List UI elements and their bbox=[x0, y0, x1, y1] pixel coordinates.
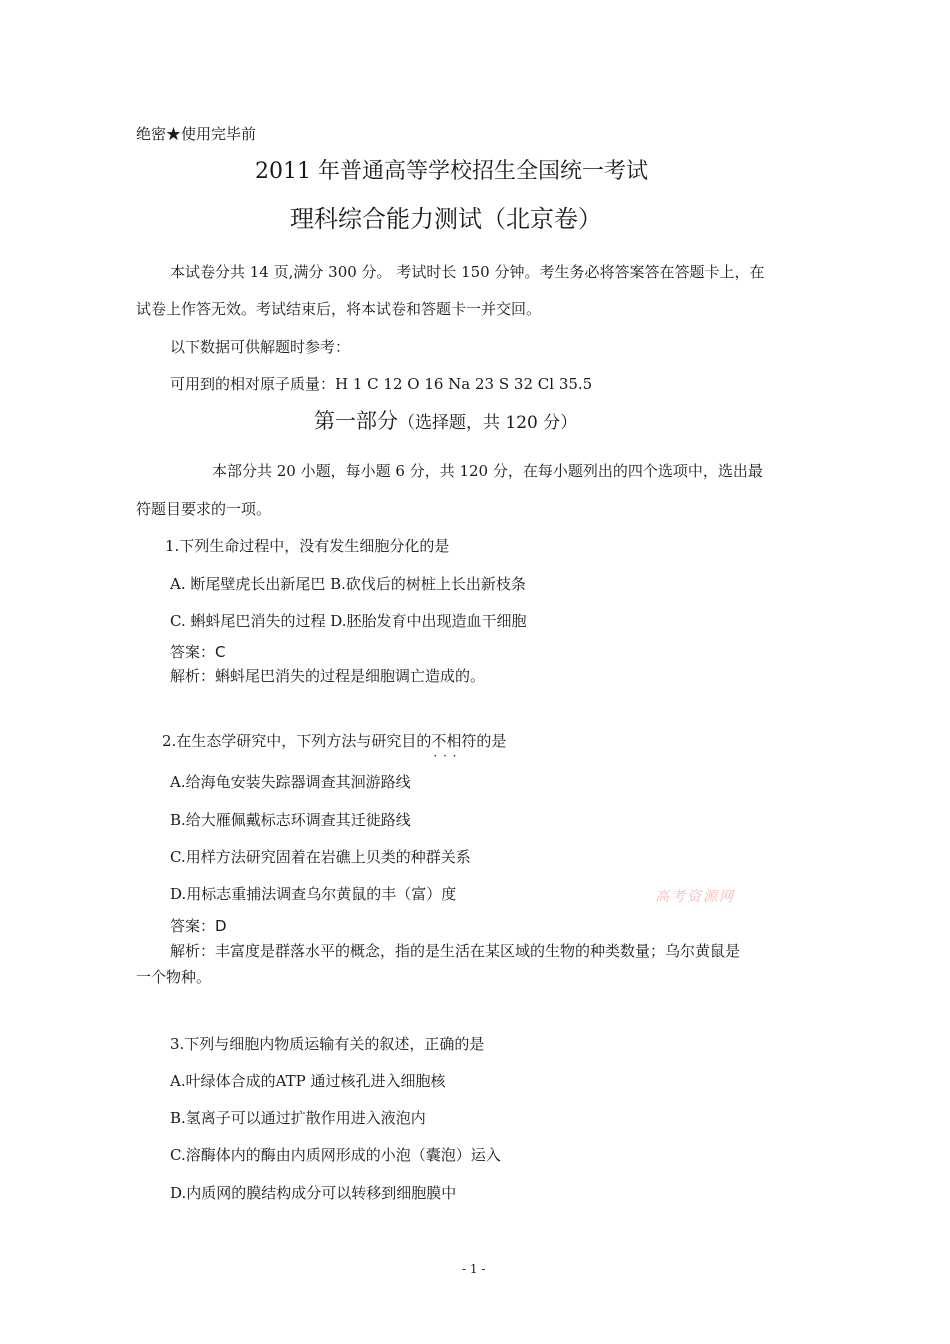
q2-stem-emphasis: 不相符 · · · bbox=[431, 732, 476, 750]
section-title-note: （选择题，共 120 分） bbox=[398, 413, 578, 433]
q3-option-a: A.叶绿体合成的ATP 通过核孔进入细胞核 bbox=[170, 1072, 446, 1090]
q2-analysis-line-1: 解析：丰富度是群落水平的概念，指的是生活在某区域的生物的种类数量；乌尔黄鼠是 bbox=[170, 942, 741, 960]
q2-option-b: B.给大雁佩戴标志环调查其迁徙路线 bbox=[170, 811, 411, 829]
exam-title: 2011 年普通高等学校招生全国统一考试 bbox=[255, 159, 648, 184]
q3-option-d: D.内质网的膜结构成分可以转移到细胞膜中 bbox=[170, 1184, 457, 1202]
q1-stem: 1.下列生命过程中，没有发生细胞分化的是 bbox=[165, 537, 450, 555]
q2-option-d: D.用标志重捕法调查乌尔黄鼠的丰（富）度 bbox=[170, 885, 457, 903]
q3-stem: 3.下列与细胞内物质运输有关的叙述，正确的是 bbox=[170, 1035, 485, 1053]
watermark: 高考资源网 bbox=[655, 889, 735, 905]
page-number: - 1 - bbox=[462, 1262, 486, 1276]
q1-analysis: 解析：蝌蚪尾巴消失的过程是细胞调亡造成的。 bbox=[170, 667, 486, 685]
q2-option-a: A.给海龟安装失踪器调查其洄游路线 bbox=[170, 773, 411, 791]
section-desc-line-2: 符题目要求的一项。 bbox=[136, 500, 272, 518]
intro-reference: 以下数据可供解题时参考： bbox=[170, 338, 351, 356]
intro-line-2: 试卷上作答无效。考试结束后，将本试卷和答题卡一并交回。 bbox=[136, 300, 542, 318]
q1-options-row-2: C. 蝌蚪尾巴消失的过程 D.胚胎发育中出现造血干细胞 bbox=[170, 612, 527, 630]
q3-option-b: B.氢离子可以通过扩散作用进入液泡内 bbox=[170, 1109, 426, 1127]
q2-answer: 答案：D bbox=[170, 917, 227, 935]
exam-subtitle: 理科综合能力测试（北京卷） bbox=[290, 205, 602, 233]
q2-analysis-line-2: 一个物种。 bbox=[136, 968, 212, 986]
q3-option-c: C.溶酶体内的酶由内质网形成的小泡（囊泡）运入 bbox=[170, 1146, 501, 1164]
atomic-masses: 可用到的相对原子质量：H 1 C 12 O 16 Na 23 S 32 Cl 35.5 bbox=[170, 375, 593, 393]
section-title-main: 第一部分 bbox=[314, 409, 398, 433]
q2-option-c: C.用样方法研究固着在岩礁上贝类的种群关系 bbox=[170, 848, 471, 866]
q2-stem-part-2: 的是 bbox=[476, 732, 507, 750]
section-title bbox=[314, 407, 577, 437]
q2-stem-part-1: 2.在生态学研究中，下列方法与研究目的 bbox=[162, 732, 432, 750]
q1-answer: 答案：C bbox=[170, 643, 226, 661]
q2-stem bbox=[162, 731, 506, 751]
q1-options-row-1: A. 断尾壁虎长出新尾巴 B.砍伐后的树桩上长出新枝条 bbox=[170, 575, 526, 593]
secret-label: 绝密★使用完毕前 bbox=[136, 125, 257, 143]
section-desc-line-1: 本部分共 20 小题，每小题 6 分，共 120 分，在每小题列出的四个选项中，选出最 bbox=[212, 462, 763, 480]
intro-line-1: 本试卷分共 14 页,满分 300 分。 考试时长 150 分钟。考生务必将答案答在答题卡上，在 bbox=[170, 263, 765, 281]
